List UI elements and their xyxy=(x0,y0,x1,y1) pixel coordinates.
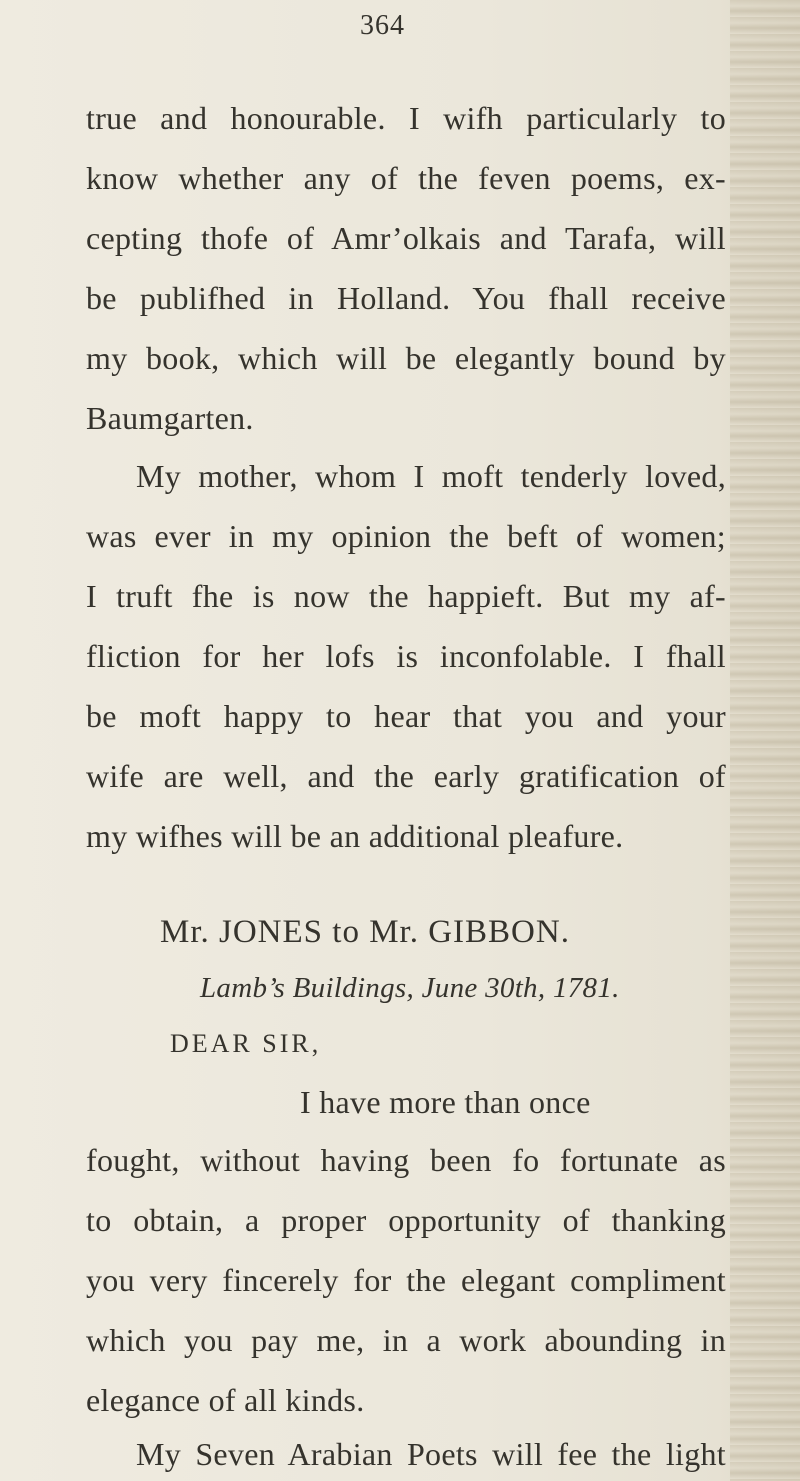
letter-line: you very fincerely for the elegant compliment xyxy=(86,1262,726,1298)
letter-dateline: Lamb’s Buildings, June 30th, 1781. xyxy=(200,972,620,1004)
letter-line: My Seven Arabian Poets will fee the light xyxy=(136,1436,726,1472)
letter-salutation: DEAR SIR, xyxy=(170,1029,322,1058)
text-line: fliction for her lofs is inconfolable. I fhall xyxy=(86,638,726,674)
page-edge-decoration xyxy=(730,0,800,1481)
text-line: my wifhes will be an additional pleafure. xyxy=(86,818,624,854)
text-line: wife are well, and the early gratification of xyxy=(86,758,726,794)
text-line: my book, which will be elegantly bound by xyxy=(86,340,726,376)
letter-line: elegance of all kinds. xyxy=(86,1382,365,1418)
text-line: be publifhed in Holland. You fhall receive xyxy=(86,280,726,316)
letter-line: to obtain, a proper opportunity of thanking xyxy=(86,1202,726,1238)
text-line: Baumgarten. xyxy=(86,400,254,436)
paragraph-start-line: My mother, whom I moft tenderly loved, xyxy=(136,458,726,494)
letter-line: fought, without having been fo fortunate as xyxy=(86,1142,726,1178)
text-line: was ever in my opinion the beft of women; xyxy=(86,518,726,554)
text-line: true and honourable. I wifh particularly to xyxy=(86,100,726,136)
letter-line: which you pay me, in a work abounding in xyxy=(86,1322,726,1358)
page-number: 364 xyxy=(360,10,405,41)
text-line: cepting thofe of Amr’olkais and Tarafa, will xyxy=(86,220,726,256)
letter-line: I have more than once xyxy=(300,1084,591,1120)
text-line: know whether any of the feven poems, ex- xyxy=(86,160,726,196)
text-line: I truft fhe is now the happieft. But my af- xyxy=(86,578,726,614)
letter-heading: Mr. JONES to Mr. GIBBON. xyxy=(160,914,570,950)
text-line: be moft happy to hear that you and your xyxy=(86,698,726,734)
